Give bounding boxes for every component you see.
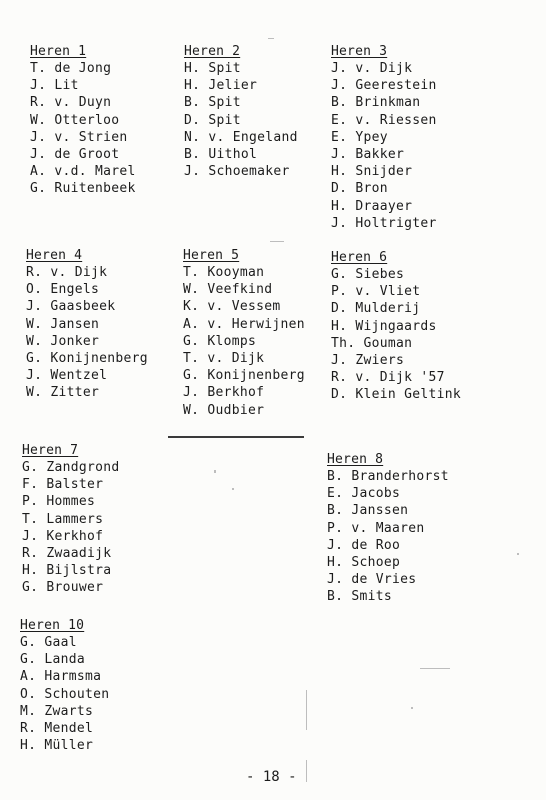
team-heading: Heren 8 [327, 452, 384, 467]
player-name: J. Schoemaker [184, 164, 290, 180]
player-list [327, 468, 449, 606]
player-name: R. v. Duyn [30, 95, 112, 111]
player-name: T. Lammers [22, 511, 104, 527]
player-name: G. Siebes [331, 267, 405, 282]
player-name: O. Schouten [20, 686, 110, 702]
player-name: G. Landa [20, 652, 86, 668]
player-list [26, 264, 148, 402]
player-name: B. Uithol [184, 147, 258, 163]
player-name: D. Mulderij [331, 301, 421, 317]
scan-speck [306, 690, 307, 730]
player-name: H. Schoep [327, 555, 401, 571]
player-name: T. v. Dijk [183, 351, 265, 367]
team-heren-5 [183, 247, 305, 419]
player-name: E. v. Riessen [331, 112, 437, 128]
player-name: W. Otterloo [30, 112, 120, 128]
scan-speck [268, 38, 274, 39]
scan-speck [420, 668, 450, 669]
player-name: K. v. Vessem [183, 299, 281, 315]
player-list [331, 60, 437, 232]
player-name: H. Müller [20, 738, 94, 754]
player-name: T. de Jong [30, 61, 112, 76]
player-name: R. v. Dijk '57 [331, 370, 445, 386]
player-name: J. de Vries [327, 572, 417, 588]
team-heading: Heren 2 [184, 44, 241, 59]
player-name: A. v. Herwijnen [183, 316, 305, 332]
player-name: W. Oudbier [183, 402, 265, 418]
player-name: G. Konijnenberg [26, 351, 148, 367]
player-name: E. Jacobs [327, 486, 401, 502]
player-name: R. Zwaadijk [22, 546, 112, 562]
player-name: J. Gaasbeek [26, 299, 116, 315]
scan-speck [232, 488, 234, 490]
scan-speck [270, 241, 284, 242]
player-name: P. Hommes [22, 494, 96, 510]
team-heren-4 [26, 247, 148, 402]
player-list [30, 60, 136, 198]
scan-speck [517, 553, 519, 555]
player-name: J. Geerestein [331, 78, 437, 94]
player-name: B. Smits [327, 589, 393, 605]
player-name: D. Spit [184, 112, 241, 128]
player-list [22, 459, 120, 597]
player-name: P. v. Vliet [331, 284, 421, 300]
team-heren-7 [22, 442, 120, 597]
player-name: H. Draayer [331, 198, 413, 214]
player-name: J. Holtrigter [331, 215, 437, 231]
player-name: W. Veefkind [183, 282, 273, 298]
player-name: G. Zandgrond [22, 460, 120, 475]
player-name: J. Zwiers [331, 353, 405, 369]
player-name: H. Snijder [331, 164, 413, 180]
player-name: O. Engels [26, 282, 100, 298]
player-name: B. Brinkman [331, 95, 421, 111]
player-name: J. Wentzel [26, 368, 108, 384]
player-name: G. Ruitenbeek [30, 181, 136, 197]
player-name: D. Klein Geltink [331, 387, 462, 403]
player-name: F. Balster [22, 477, 104, 493]
player-name: G. Gaal [20, 635, 77, 650]
player-name: M. Zwarts [20, 703, 94, 719]
player-name: W. Jansen [26, 316, 100, 332]
player-name: G. Konijnenberg [183, 368, 305, 384]
player-name: G. Brouwer [22, 580, 104, 596]
team-heren-8 [327, 451, 449, 606]
player-name: B. Branderhorst [327, 469, 449, 484]
player-name: R. v. Dijk [26, 265, 108, 280]
team-heren-1 [30, 43, 136, 198]
player-name: H. Spit [184, 61, 241, 76]
player-name: W. Zitter [26, 385, 100, 401]
team-heren-10 [20, 617, 109, 754]
section-divider [168, 436, 304, 438]
team-heading: Heren 3 [331, 44, 388, 59]
player-name: B. Janssen [327, 503, 409, 519]
page-number: - 18 - [246, 769, 297, 785]
player-name: E. Ypey [331, 129, 388, 145]
team-heading: Heren 4 [26, 248, 83, 263]
player-name: J. Bakker [331, 147, 405, 163]
team-heren-6 [331, 249, 461, 404]
player-name: H. Jelier [184, 78, 258, 94]
team-heading: Heren 1 [30, 44, 87, 59]
player-name: J. v. Strien [30, 129, 128, 145]
player-name: N. v. Engeland [184, 129, 298, 145]
team-heading: Heren 7 [22, 443, 79, 458]
team-heren-3 [331, 43, 437, 232]
player-list [20, 634, 109, 754]
team-heading: Heren 5 [183, 248, 240, 263]
player-name: A. v.d. Marel [30, 164, 136, 180]
player-name: J. Lit [30, 78, 79, 94]
team-heading: Heren 10 [20, 618, 85, 633]
player-name: T. Kooyman [183, 265, 265, 280]
player-name: W. Jonker [26, 333, 100, 349]
player-name: J. de Groot [30, 147, 120, 163]
scan-speck [411, 707, 413, 709]
player-name: A. Harmsma [20, 669, 102, 685]
scan-speck [214, 470, 216, 473]
team-heren-2 [184, 43, 298, 180]
player-name: P. v. Maaren [327, 520, 425, 536]
player-name: J. de Roo [327, 537, 401, 553]
player-name: G. Klomps [183, 333, 257, 349]
scan-speck [306, 760, 307, 782]
player-name: H. Wijngaards [331, 318, 437, 334]
player-name: J. Kerkhof [22, 528, 104, 544]
player-name: J. Berkhof [183, 385, 265, 401]
player-name: R. Mendel [20, 721, 94, 737]
player-name: Th. Gouman [331, 335, 413, 351]
player-list [183, 264, 305, 419]
player-list [331, 266, 461, 404]
team-heading: Heren 6 [331, 250, 388, 265]
player-name: H. Bijlstra [22, 563, 112, 579]
player-name: J. v. Dijk [331, 61, 413, 76]
player-list [184, 60, 298, 180]
player-name: B. Spit [184, 95, 241, 111]
player-name: D. Bron [331, 181, 388, 197]
